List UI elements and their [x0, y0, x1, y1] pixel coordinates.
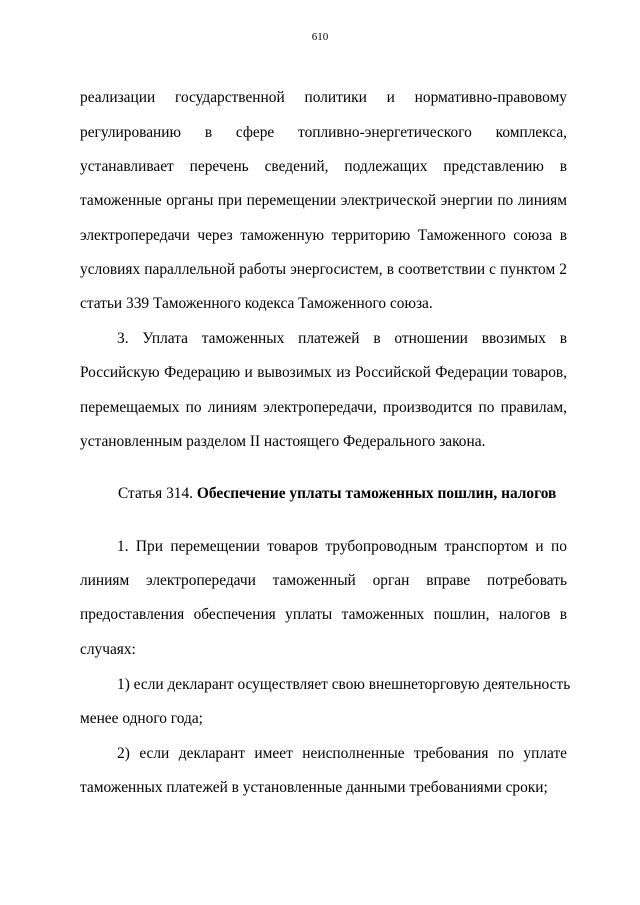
text-line: условиях параллельной работы энергосистем, в соответствии с пунктом 2 [80, 261, 567, 278]
article-heading [118, 484, 567, 504]
text-line: менее одного года; [80, 710, 203, 727]
page-number: 610 [311, 31, 329, 43]
article-title: Обеспечение уплаты таможенных пошлин, налогов [196, 485, 557, 502]
text-line: линиям электропередачи таможенный орган вправе потребовать [80, 572, 567, 589]
text-line: статьи 339 Таможенного кодекса Таможенного союза. [80, 295, 433, 312]
text-line: 1. При перемещении товаров трубопроводным транспортом и по [117, 538, 567, 555]
text-line: реализации государственной политики и нормативно-правовому [80, 89, 567, 106]
text-line: устанавливает перечень сведений, подлежащих представлению в [80, 158, 567, 175]
text-line: перемещаемых по линиям электропередачи, производится по правилам, [80, 399, 567, 416]
text-line: установленным разделом II настоящего Федерального закона. [80, 433, 486, 450]
text-line: предоставления обеспечения уплаты таможенных пошлин, налогов в [80, 606, 567, 623]
text-line: 3. Уплата таможенных платежей в отношении ввозимых в [117, 330, 567, 347]
text-line: 2) если декларант имеет неисполненные требования по уплате [117, 745, 567, 762]
text-line: таможенных платежей в установленные данными требованиями сроки; [80, 779, 548, 796]
text-line: регулированию в сфере топливно-энергетического комплекса, [80, 124, 567, 141]
text-line: Российскую Федерацию и вывозимых из Российской Федерации товаров, [80, 364, 567, 381]
text-line: электропередачи через таможенную территорию Таможенного союза в [80, 227, 567, 244]
text-line: случаях: [80, 641, 136, 658]
article-label: Статья 314. [118, 485, 194, 502]
text-line: таможенные органы при перемещении электрической энергии по линиям [80, 192, 567, 209]
text-line: 1) если декларант осуществляет свою внешнеторговую деятельность [117, 676, 571, 693]
